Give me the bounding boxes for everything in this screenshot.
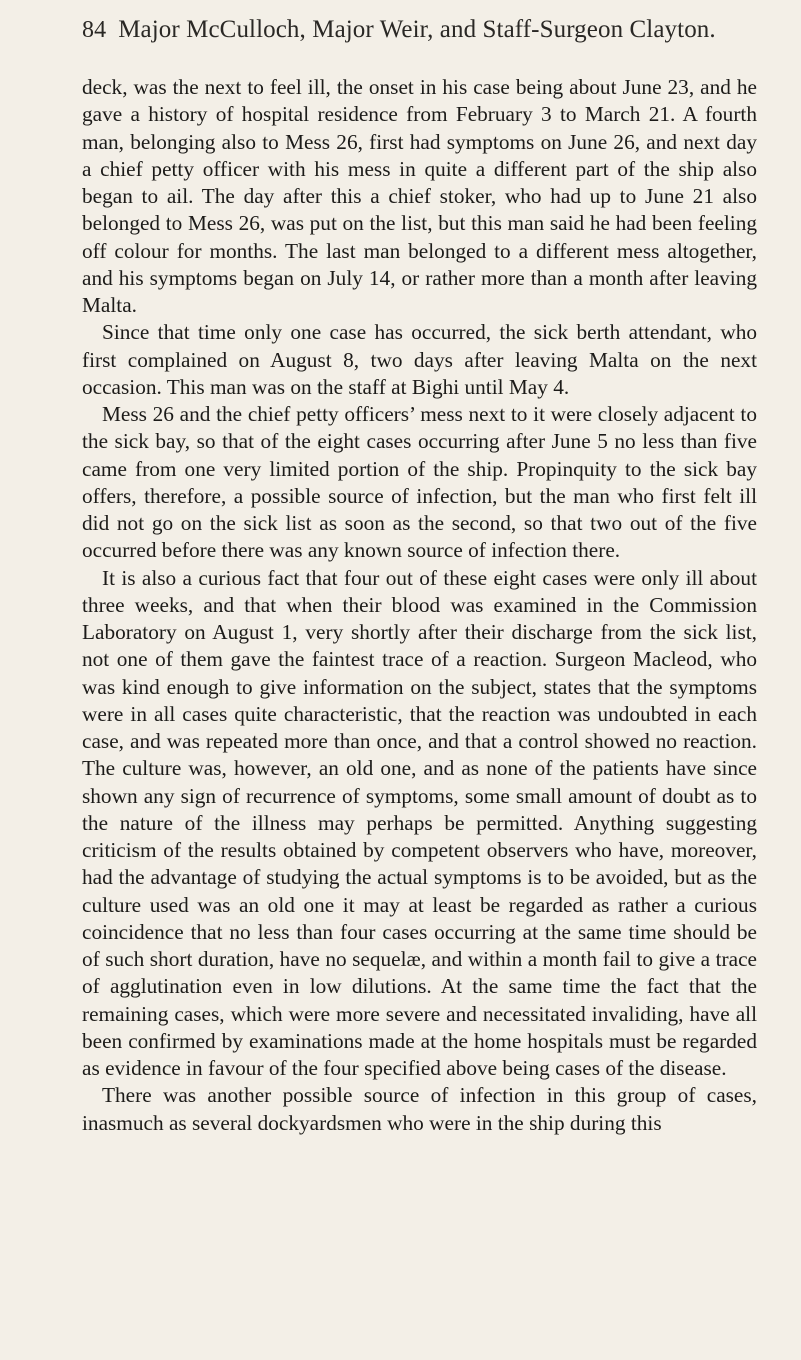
paragraph: Since that time only one case has occurred, the sick berth attendant, who first complained on August 8, two days after leaving Malta on the next occasion. This man was on the staff at Bighi until May 4.	[82, 320, 757, 399]
paragraph: There was another possible source of infection in this group of cases, inasmuch as several dockyardsmen who were in the ship during this	[82, 1083, 757, 1135]
page-number: 84	[82, 17, 107, 43]
paragraph: It is also a curious fact that four out of these eight cases were only ill about three weeks, and that when their blood was examined in the Commission Laboratory on August 1, very shortly after their discharge from the sick list, not one of them gave the faintest trace of a reaction. Surgeon Macleod, who was kind enough to give information on the subject, states that the symptoms were in all cases quite characteristic, that the reaction was undoubted in each case, and was repeated more than once, and that a control showed no reaction. The culture was, however, an old one, and as none of the patients have since shown any sign of recurrence of symptoms, some small amount of doubt as to the nature of the illness may perhaps be permitted. Anything suggesting criticism of the results obtained by competent observers who have, moreover, had the advantage of studying the actual symptoms is to be avoided, but as the culture used was an old one it may at least be regarded as rather a curious coincidence that no less than four cases occurring at the same time should be of such short duration, have no sequelæ, and within a month fail to give a trace of agglutination even in low dilutions. At the same time the fact that the remaining cases, which were more severe and necessitated invaliding, have all been confirmed by examinations made at the home hospitals must be regarded as evidence in favour of the four specified above being cases of the disease.	[82, 565, 757, 1080]
paragraph: Mess 26 and the chief petty officers’ mess next to it were closely adjacent to the sick bay, so that of the eight cases occurring after June 5 no less than five came from one very limited portion of the ship. Propinquity to the sick bay offers, therefore, a possible source of infection, but the man who first felt ill did not go on the sick list as soon as the second, so that two out of the five occurred before there was any known source of infection there.	[82, 402, 757, 563]
running-title: Major McCulloch, Major Weir, and Staff-Surgeon Clayton.	[118, 16, 716, 43]
paragraph: deck, was the next to feel ill, the onset in his case being about June 23, and he gave a history of hospital residence from February 3 to March 21. A fourth man, belonging also to Mess 26, first had symptoms on June 26, and next day a chief petty officer with his mess in quite a different part of the ship also began to ail. The day after this a chief stoker, who had up to June 21 also belonged to Mess 26, was put on the list, but this man said he had been feeling off colour for months. The last man belonged to a different mess altogether, and his symptoms began on July 14, or rather more than a month after leaving Malta.	[82, 75, 757, 317]
running-header	[82, 16, 757, 74]
body-text	[82, 74, 757, 1137]
